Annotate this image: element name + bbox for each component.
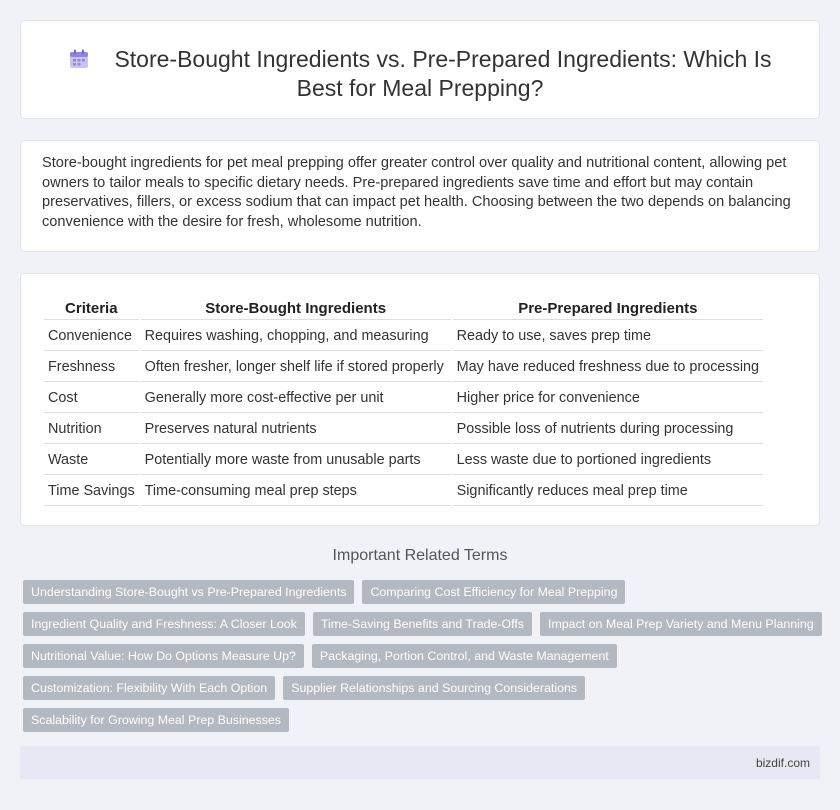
related-term-tag[interactable]: Supplier Relationships and Sourcing Considerations <box>283 676 585 700</box>
row-store-bought: Often fresher, longer shelf life if stored properly <box>141 353 451 382</box>
tag-row <box>23 676 803 700</box>
row-criteria: Waste <box>44 446 139 475</box>
row-pre-prepared: Higher price for convenience <box>453 384 763 413</box>
title-line-1: Store-Bought Ingredients vs. Pre-Prepared Ingredients: Which Is <box>114 46 772 72</box>
table-header-row <box>44 298 763 320</box>
related-term-tag[interactable]: Comparing Cost Efficiency for Meal Prepping <box>362 580 625 604</box>
related-term-tag[interactable]: Ingredient Quality and Freshness: A Closer Look <box>23 612 305 636</box>
row-store-bought: Preserves natural nutrients <box>141 415 451 444</box>
related-term-tag[interactable]: Nutritional Value: How Do Options Measure Up? <box>23 644 304 668</box>
site-name[interactable]: bizdif.com <box>755 756 810 770</box>
row-pre-prepared: Significantly reduces meal prep time <box>453 477 763 506</box>
related-terms-heading: Important Related Terms <box>332 547 508 564</box>
related-terms-list <box>23 580 814 740</box>
title-card <box>20 20 820 119</box>
table-row <box>44 446 763 475</box>
tag-row <box>23 612 814 636</box>
related-term-tag[interactable]: Packaging, Portion Control, and Waste Management <box>312 644 617 668</box>
row-pre-prepared: Possible loss of nutrients during processing <box>453 415 763 444</box>
comparison-table <box>42 296 765 508</box>
tag-row <box>23 644 803 668</box>
column-header-pre-prepared: Pre-Prepared Ingredients <box>453 298 763 320</box>
page-title <box>21 45 819 103</box>
row-criteria: Cost <box>44 384 139 413</box>
row-pre-prepared: Ready to use, saves prep time <box>453 322 763 351</box>
row-pre-prepared: May have reduced freshness due to processing <box>453 353 763 382</box>
row-store-bought: Requires washing, chopping, and measuring <box>141 322 451 351</box>
row-pre-prepared: Less waste due to portioned ingredients <box>453 446 763 475</box>
table-row <box>44 477 763 506</box>
title-line-2: Best for Meal Prepping? <box>296 75 544 101</box>
row-store-bought: Potentially more waste from unusable parts <box>141 446 451 475</box>
related-term-tag[interactable]: Understanding Store-Bought vs Pre-Prepared Ingredients <box>23 580 354 604</box>
column-header-store-bought: Store-Bought Ingredients <box>141 298 451 320</box>
related-term-tag[interactable]: Time-Saving Benefits and Trade-Offs <box>313 612 532 636</box>
table-row <box>44 322 763 351</box>
table-row <box>44 384 763 413</box>
footer <box>20 746 820 779</box>
row-criteria: Nutrition <box>44 415 139 444</box>
related-term-tag[interactable]: Customization: Flexibility With Each Option <box>23 676 275 700</box>
row-store-bought: Generally more cost-effective per unit <box>141 384 451 413</box>
table-row <box>44 353 763 382</box>
related-term-tag[interactable]: Scalability for Growing Meal Prep Businesses <box>23 708 289 732</box>
related-term-tag[interactable]: Impact on Meal Prep Variety and Menu Planning <box>540 612 822 636</box>
intro-card <box>20 140 820 252</box>
row-store-bought: Time-consuming meal prep steps <box>141 477 451 506</box>
intro-paragraph: Store-bought ingredients for pet meal prepping offer greater control over quality and nutritional content, allowing pet owners to tailor meals to specific dietary needs. Pre-prepared ingredients save time and effort but may contain preservatives, fillers, or excess sodium that can impact pet health. Choosing between the two depends on balancing convenience with the desire for fresh, wholesome nutrition. <box>42 155 791 230</box>
tag-row <box>23 708 803 732</box>
row-criteria: Freshness <box>44 353 139 382</box>
row-criteria: Time Savings <box>44 477 139 506</box>
tag-row <box>23 580 803 604</box>
table-row <box>44 415 763 444</box>
column-header-criteria: Criteria <box>44 298 139 320</box>
row-criteria: Convenience <box>44 322 139 351</box>
comparison-card <box>20 273 820 526</box>
calendar-icon <box>68 48 90 70</box>
